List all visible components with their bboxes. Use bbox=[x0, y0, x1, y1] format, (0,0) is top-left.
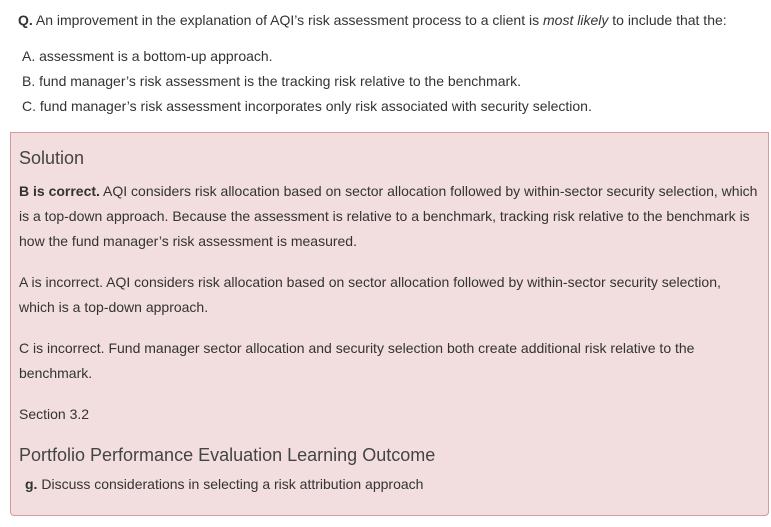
correct-explanation: AQI considers risk allocation based on sector allocation followed by within-sector security selection, which is a top-down approach. Because the assessment is relative to a benchmark, tracking risk relative to the benchmark is how the fund manager’s risk assessment is measured. bbox=[19, 183, 758, 249]
option-a: A. assessment is a bottom-up approach. bbox=[22, 48, 273, 64]
section-reference: Section 3.2 bbox=[19, 406, 90, 422]
solution-incorrect-c: C is incorrect. Fund manager sector allocation and security selection both create additional risk relative to the benchmark. bbox=[19, 340, 695, 381]
question-block bbox=[0, 0, 771, 122]
question-stem-emphasis: most likely bbox=[543, 12, 609, 28]
learning-outcome-text: Discuss considerations in selecting a risk attribution approach bbox=[37, 476, 424, 492]
option-c: C. fund manager’s risk assessment incorporates only risk associated with security selection. bbox=[22, 98, 592, 114]
correct-label: B is correct. bbox=[19, 183, 100, 199]
question-stem-part1: An improvement in the explanation of AQI’s risk assessment process to a client is bbox=[32, 12, 543, 28]
question-label: Q. bbox=[18, 12, 33, 28]
question-stem bbox=[18, 10, 753, 30]
learning-outcome-item bbox=[19, 473, 758, 495]
answer-options bbox=[18, 44, 753, 119]
question-stem-part2: to include that the: bbox=[608, 12, 727, 28]
solution-panel bbox=[10, 132, 769, 516]
option-b: B. fund manager’s risk assessment is the tracking risk relative to the benchmark. bbox=[22, 73, 522, 89]
solution-incorrect-a: A is incorrect. AQI considers risk allocation based on sector allocation followed by within-sector security selection, which is a top-down approach. bbox=[19, 274, 721, 315]
solution-title: Solution bbox=[19, 148, 85, 168]
learning-outcome-letter: g. bbox=[25, 476, 38, 492]
solution-correct-paragraph bbox=[19, 179, 758, 254]
learning-outcome-title: Portfolio Performance Evaluation Learning Outcome bbox=[19, 445, 436, 465]
